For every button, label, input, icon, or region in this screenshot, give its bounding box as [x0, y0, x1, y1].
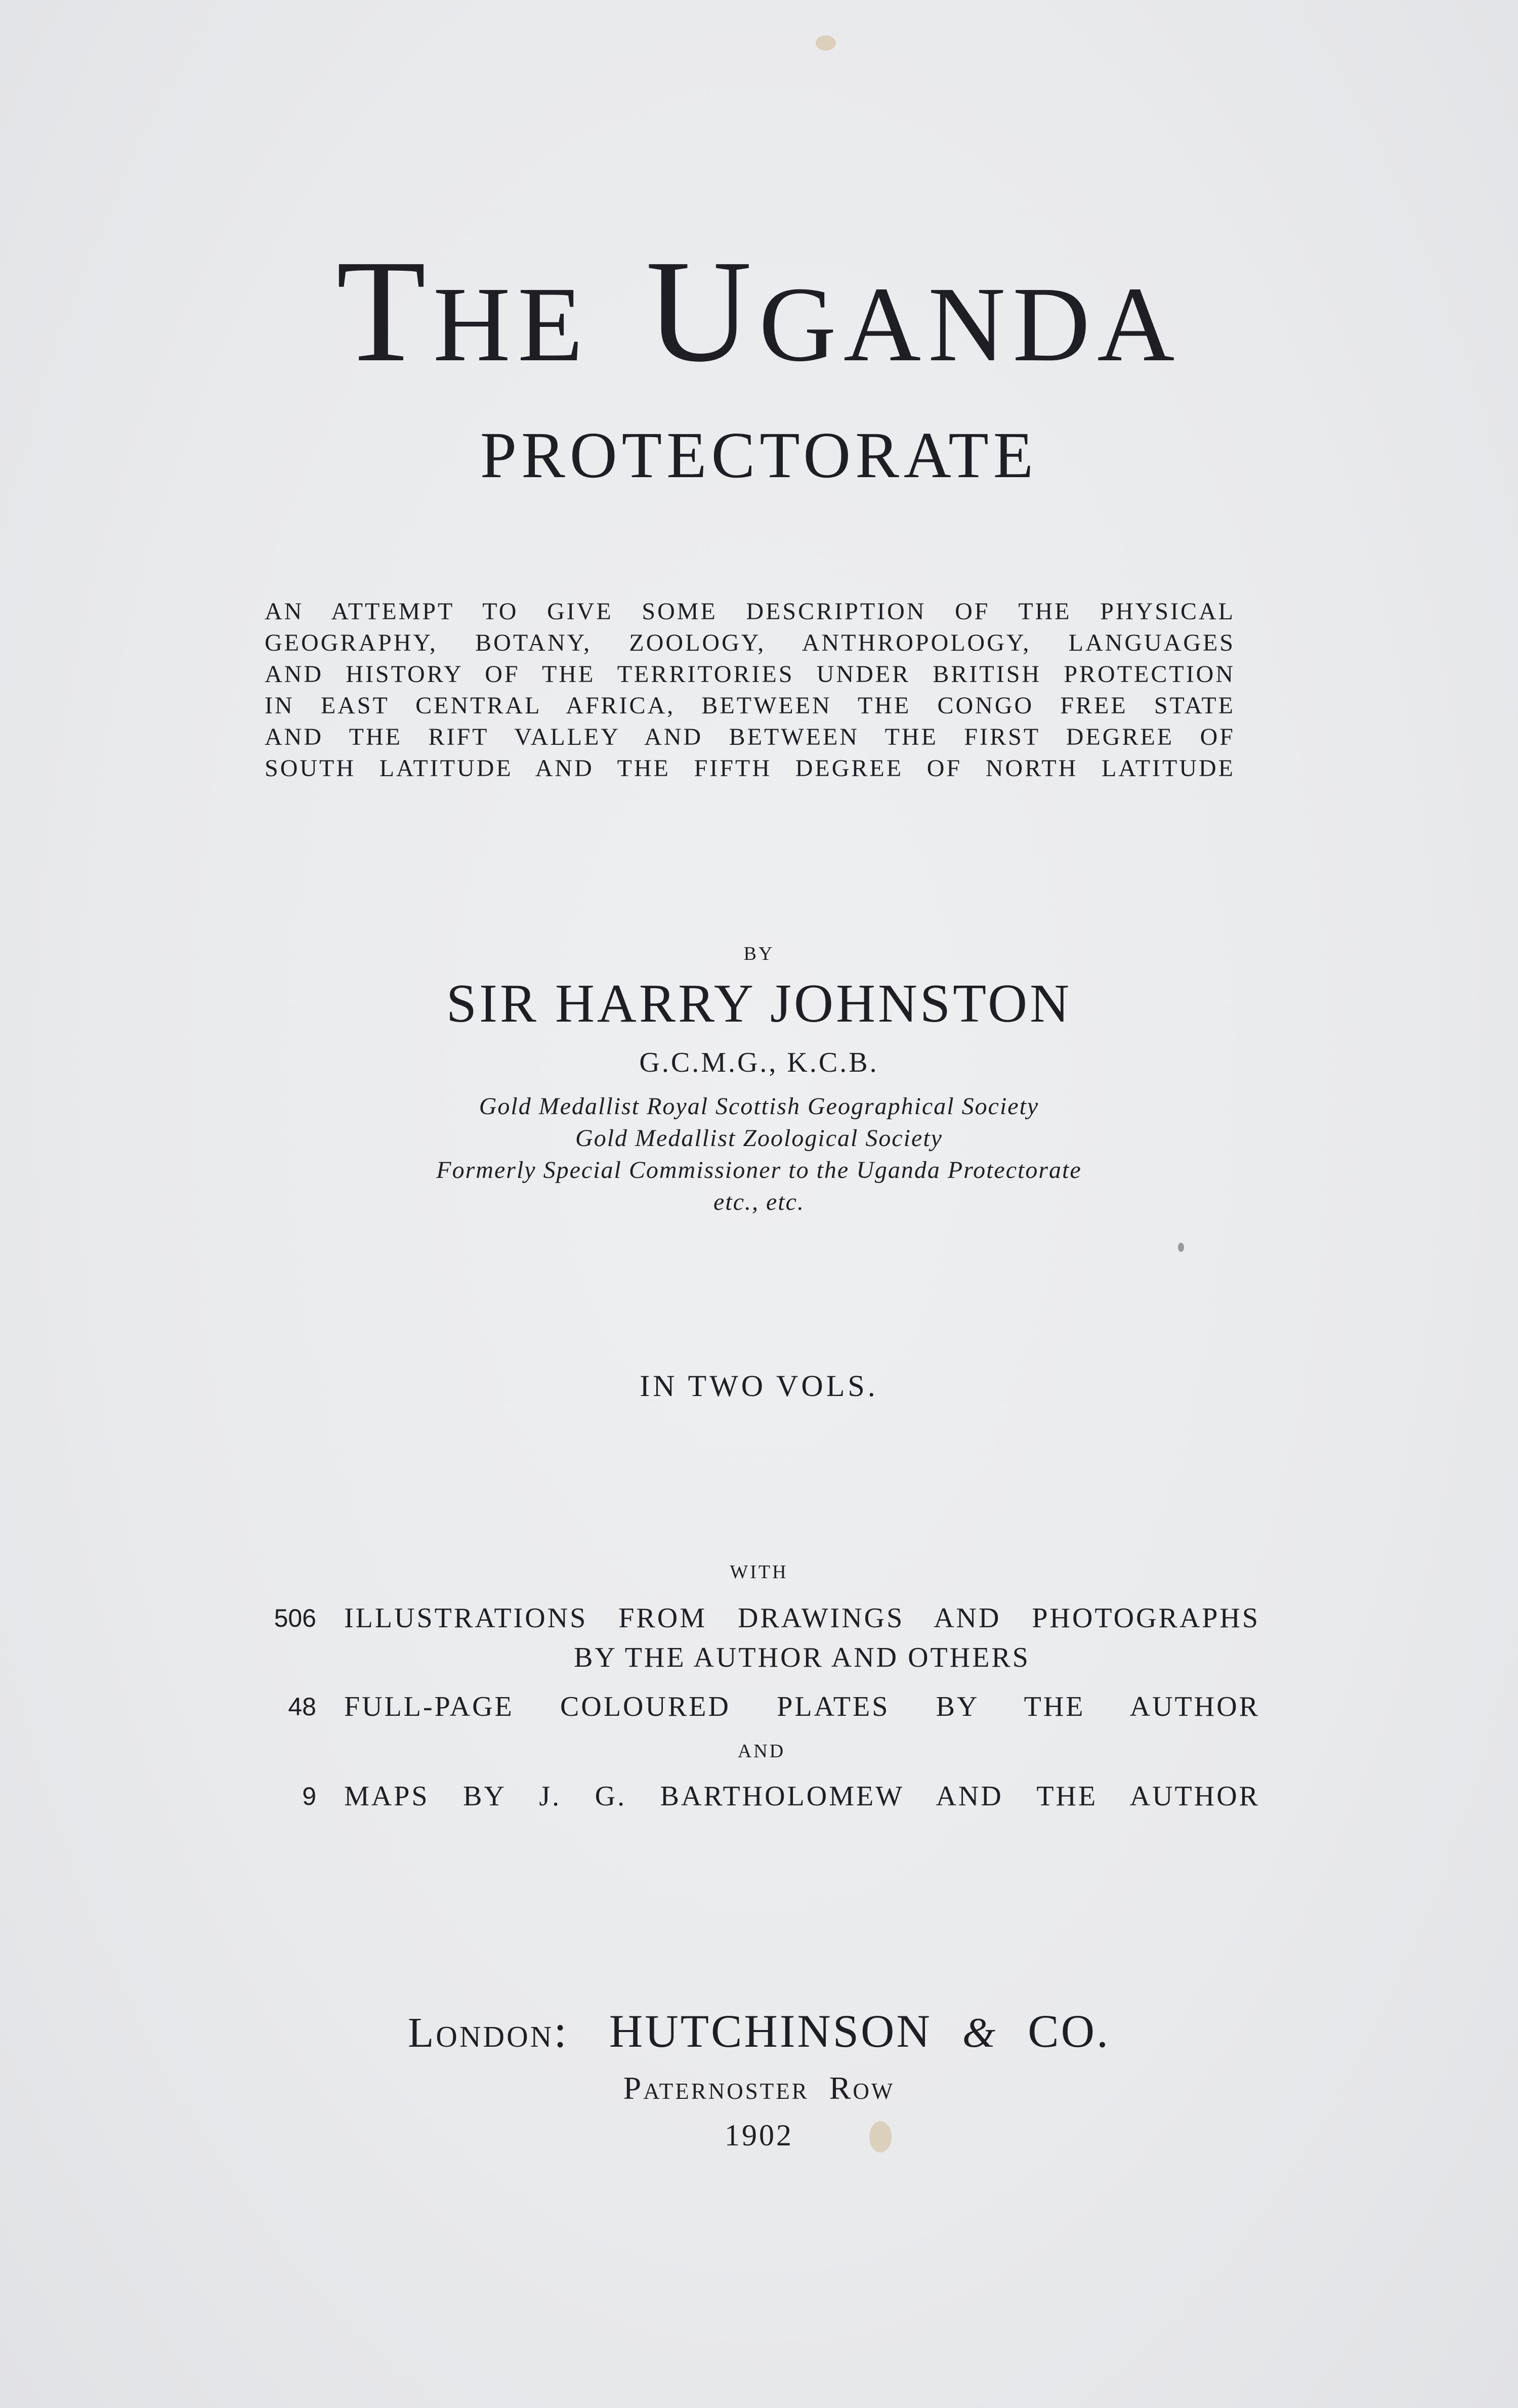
description-line: AND THE RIFT VALLEY AND BETWEEN THE FIRST DEGREE OF — [265, 724, 1235, 750]
and-label: AND — [737, 1741, 786, 1762]
foxing-spot — [869, 2121, 892, 2152]
address-word: Paternoster — [623, 2070, 809, 2106]
book-title — [0, 230, 1518, 392]
description-line: SOUTH LATITUDE AND THE FIFTH DEGREE OF NORTH LATITUDE — [265, 755, 1235, 782]
illustrations-count: 506 — [274, 1604, 316, 1632]
title-uganda-initial: U — [646, 230, 759, 392]
publication-year: 1902 — [725, 2119, 793, 2152]
list-item-maps — [263, 1779, 1260, 1822]
title-uganda-rest: GANDA — [758, 265, 1182, 384]
with-label: WITH — [730, 1561, 788, 1583]
description-line: AND HISTORY OF THE TERRITORIES UNDER BRITISH PROTECTION — [265, 661, 1235, 688]
author-credits — [0, 1090, 1518, 1218]
address-word: Row — [829, 2070, 895, 2106]
publisher-ampersand: & — [962, 2009, 998, 2056]
list-item-illustrations — [263, 1600, 1260, 1673]
credit-line: Gold Medallist Royal Scottish Geographical Society — [479, 1093, 1039, 1120]
foxing-spot — [816, 35, 836, 51]
author-honors: G.C.M.G., K.C.B. — [639, 1047, 879, 1078]
title-word-the — [336, 230, 591, 392]
publisher-co: CO. — [1028, 2005, 1111, 2057]
maps-count: 9 — [302, 1782, 316, 1810]
list-item-plates — [263, 1689, 1260, 1732]
title-word-uganda — [646, 230, 1182, 392]
title-the-rest: HE — [433, 265, 591, 384]
volumes-note: IN TWO VOLS. — [640, 1369, 878, 1403]
publisher-address — [0, 2069, 1518, 2107]
by-label: BY — [743, 943, 775, 964]
publisher-name: HUTCHINSON — [609, 2005, 932, 2057]
title-the-initial: T — [336, 230, 433, 392]
credit-line: Gold Medallist Zoological Society — [575, 1125, 943, 1152]
plates-line: FULL-PAGE COLOURED PLATES BY THE AUTHOR — [344, 1691, 1260, 1722]
foxing-spot — [1178, 1243, 1184, 1252]
publisher-line — [0, 2005, 1518, 2057]
publisher-colon: : — [554, 2005, 569, 2057]
maps-line: MAPS BY J. G. BARTHOLOMEW AND THE AUTHOR — [344, 1781, 1260, 1812]
plates-count: 48 — [288, 1693, 316, 1721]
credit-line: etc., etc. — [713, 1189, 805, 1215]
description-line: GEOGRAPHY, BOTANY, ZOOLOGY, ANTHROPOLOGY, LANGUAGES — [265, 629, 1235, 656]
description-line: AN ATTEMPT TO GIVE SOME DESCRIPTION OF THE PHYSICAL — [265, 598, 1235, 625]
description-paragraph — [265, 596, 1235, 784]
author-name: SIR HARRY JOHNSTON — [446, 974, 1072, 1034]
illustrations-line-1: ILLUSTRATIONS FROM DRAWINGS AND PHOTOGRAPHS — [344, 1602, 1260, 1634]
description-line: IN EAST CENTRAL AFRICA, BETWEEN THE CONGO FREE STATE — [265, 692, 1235, 719]
credit-line: Formerly Special Commissioner to the Uganda Protectorate — [436, 1157, 1082, 1184]
illustrations-line-2: BY THE AUTHOR AND OTHERS — [574, 1642, 1030, 1673]
publisher-city: London — [407, 2009, 554, 2056]
book-subtitle: PROTECTORATE — [480, 419, 1038, 492]
